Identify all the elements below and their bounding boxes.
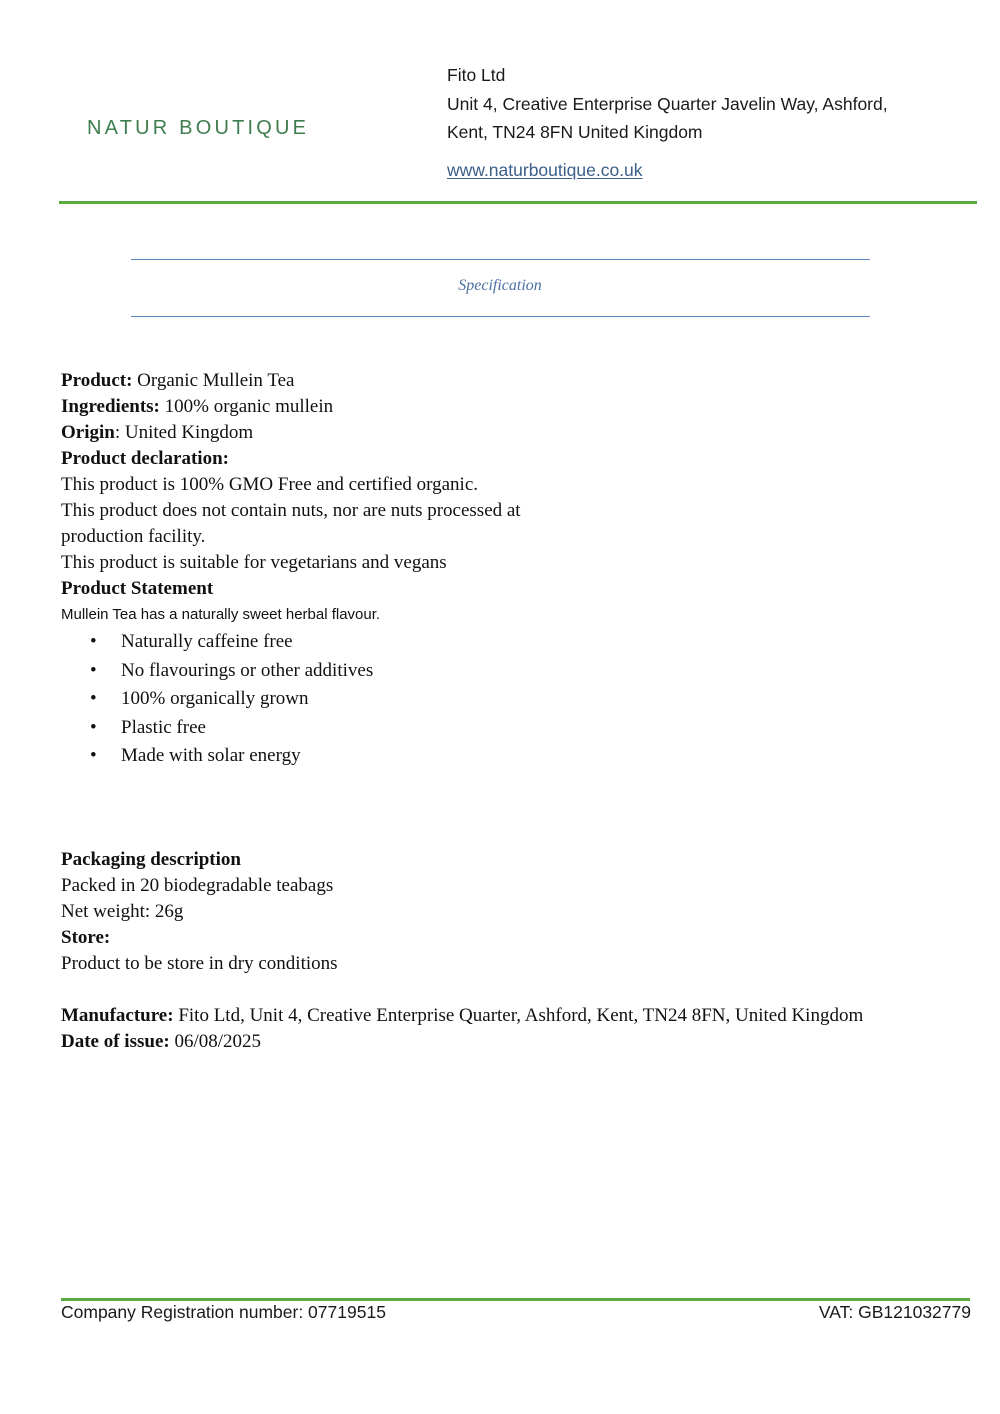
declaration-line: production facility. bbox=[61, 526, 206, 547]
declaration-line: This product is suitable for vegetarians and vegans bbox=[61, 552, 447, 573]
packaging-details bbox=[61, 847, 863, 1055]
ingredients-value: 100% organic mullein bbox=[159, 396, 334, 417]
company-name: Fito Ltd bbox=[447, 65, 506, 85]
website-link[interactable]: www.naturboutique.co.uk bbox=[447, 160, 643, 180]
ingredients-label: Ingredients: bbox=[61, 396, 160, 417]
net-weight: Net weight: 26g bbox=[61, 901, 184, 922]
manufacture-label: Manufacture: bbox=[61, 1005, 174, 1026]
statement-text: Mullein Tea has a naturally sweet herbal flavour. bbox=[61, 606, 381, 623]
packaging-line: Packed in 20 biodegradable teabags bbox=[61, 875, 334, 896]
declaration-line: This product is 100% GMO Free and certified organic. bbox=[61, 474, 479, 495]
statement-heading: Product Statement bbox=[61, 578, 214, 599]
declaration-line: This product does not contain nuts, nor are nuts processed at bbox=[61, 500, 521, 521]
product-line bbox=[61, 368, 521, 394]
date-value: 06/08/2025 bbox=[169, 1031, 262, 1052]
address-line-1: Unit 4, Creative Enterprise Quarter Javelin Way, Ashford, bbox=[447, 93, 888, 114]
spec-top-rule bbox=[131, 259, 870, 260]
company-address-block bbox=[447, 61, 888, 147]
product-label: Product: bbox=[61, 370, 133, 391]
packaging-heading: Packaging description bbox=[61, 849, 241, 870]
feature-list bbox=[61, 628, 521, 771]
origin-label: Origin bbox=[61, 422, 115, 443]
list-item: • Made with solar energy bbox=[61, 742, 521, 771]
origin-value: : United Kingdom bbox=[114, 422, 254, 443]
spec-title: Specification bbox=[458, 277, 542, 294]
address-line-2: Kent, TN24 8FN United Kingdom bbox=[447, 122, 703, 142]
date-line bbox=[61, 1029, 863, 1055]
ingredients-line bbox=[61, 394, 521, 420]
date-label: Date of issue: bbox=[61, 1031, 170, 1052]
declaration-heading: Product declaration: bbox=[61, 448, 229, 469]
spacer bbox=[61, 977, 863, 1003]
list-item: • 100% organically grown bbox=[61, 685, 521, 714]
list-item: • No flavourings or other additives bbox=[61, 657, 521, 686]
footer-divider bbox=[61, 1298, 970, 1301]
product-details bbox=[61, 368, 521, 771]
store-value: Product to be store in dry conditions bbox=[61, 953, 338, 974]
list-item: • Naturally caffeine free bbox=[61, 628, 521, 657]
company-registration: Company Registration number: 07719515 bbox=[61, 1302, 386, 1322]
manufacture-line bbox=[61, 1003, 863, 1029]
header-divider bbox=[59, 201, 977, 204]
store-heading: Store: bbox=[61, 927, 111, 948]
manufacture-value: Fito Ltd, Unit 4, Creative Enterprise Quarter, Ashford, Kent, TN24 8FN, United Kingdom bbox=[173, 1005, 864, 1026]
product-value: Organic Mullein Tea bbox=[132, 370, 295, 391]
spec-bottom-rule bbox=[131, 316, 870, 317]
origin-line bbox=[61, 420, 521, 446]
brand-logo-text: NATUR BOUTIQUE bbox=[87, 117, 310, 139]
list-item: • Plastic free bbox=[61, 714, 521, 743]
vat-number: VAT: GB121032779 bbox=[818, 1302, 971, 1322]
